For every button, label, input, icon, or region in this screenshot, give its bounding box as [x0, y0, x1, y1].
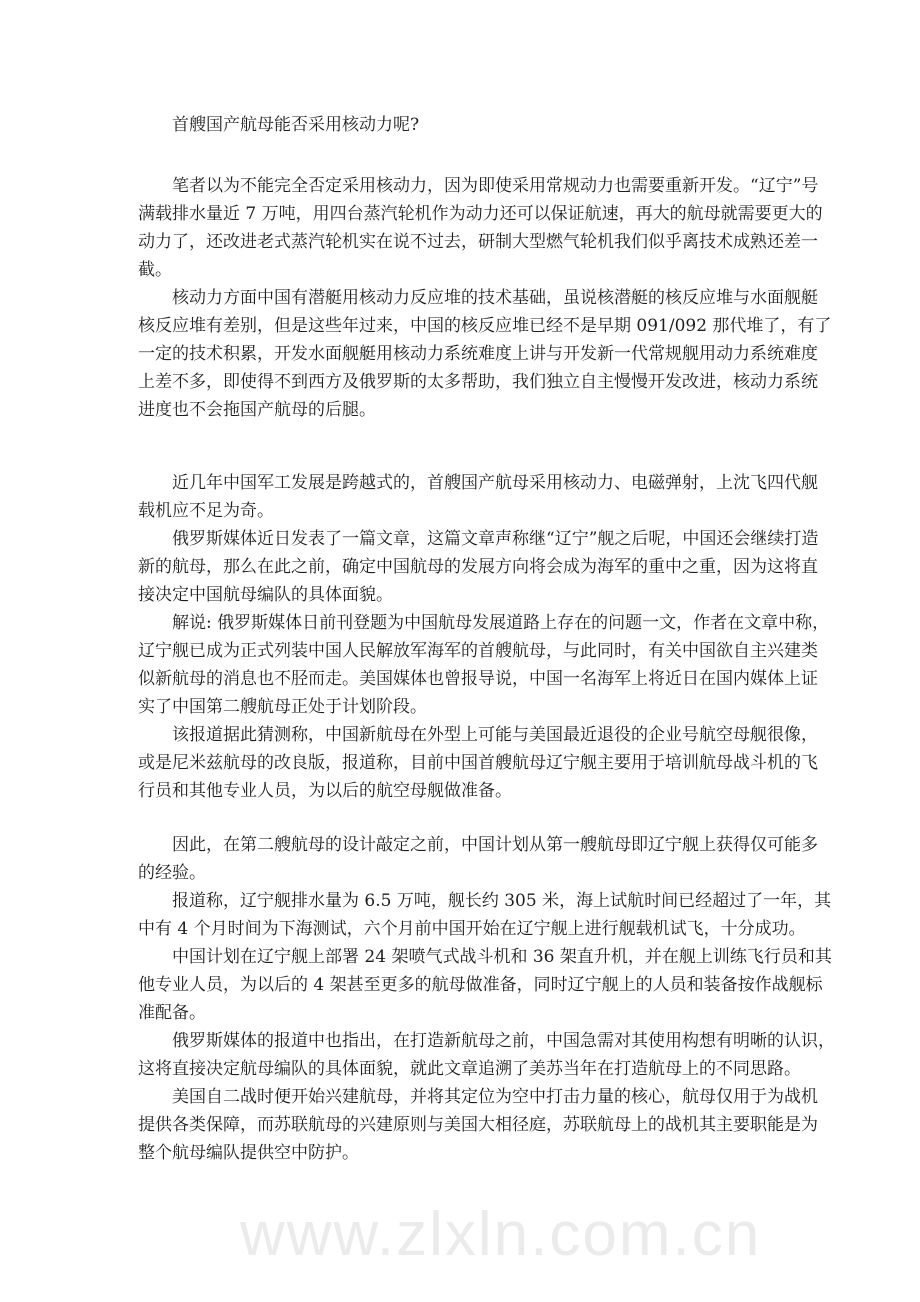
paragraph-line: 行员和其他专业人员，为以后的航空母舰做准备。 [138, 781, 512, 801]
paragraph-line: 载机应不足为奇。 [138, 501, 274, 521]
paragraph [138, 284, 832, 424]
paragraph-line: 上差不多，即使得不到西方及俄罗斯的太多帮助，我们独立自主慢慢开发改进，核动力系统 [138, 372, 818, 392]
paragraph-line: 因此，在第二艘航母的设计敲定之前，中国计划从第一艘航母即辽宁舰上获得仅可能多 [172, 835, 818, 855]
paragraph [138, 469, 818, 525]
paragraph-line: 进度也不会拖国产航母的后腿。 [138, 400, 376, 420]
paragraph [138, 172, 823, 284]
paragraph-line: 一定的技术积累，开发水面舰艇用核动力系统难度上讲与开发新一代常规舰用动力系统难度 [138, 344, 818, 364]
paragraph [138, 831, 818, 887]
paragraph-line: 俄罗斯媒体近日发表了一篇文章，这篇文章声称继“辽宁”舰之后呢，中国还会继续打造 [172, 529, 819, 549]
paragraph-line: 实了中国第二艘航母正处于计划阶段。 [138, 697, 427, 717]
paragraph-line: 美国自二战时便开始兴建航母，并将其定位为空中打击力量的核心，航母仅用于为战机 [172, 1087, 818, 1107]
paragraph [138, 1083, 818, 1167]
paragraph-line: 核动力方面中国有潜艇用核动力反应堆的技术基础，虽说核潜艇的核反应堆与水面舰艇 [172, 288, 818, 308]
paragraph-line: 提供各类保障，而苏联航母的兴建原则与美国大相径庭，苏联航母上的战机其主要职能是为 [138, 1115, 818, 1135]
paragraph-line: 中国计划在辽宁舰上部署 24 架喷气式战斗机和 36 架直升机，并在舰上训练飞行员和其 [172, 947, 832, 967]
paragraph-line: 解说: 俄罗斯媒体日前刊登题为中国航母发展道路上存在的问题一文，作者在文章中称， [172, 613, 830, 633]
watermark: www.zlxln.com.cn [240, 1200, 762, 1269]
paragraph-line: 似新航母的消息也不胫而走。美国媒体也曾报导说，中国一名海军上将近日在国内媒体上证 [138, 669, 818, 689]
document-title: 首艘国产航母能否采用核动力呢? [172, 115, 420, 135]
paragraph-line: 他专业人员，为以后的 4 架甚至更多的航母做准备，同时辽宁舰上的人员和装备按作战舰标 [138, 975, 823, 995]
paragraph-line: 满载排水量近 7 万吨，用四台蒸汽轮机作为动力还可以保证航速，再大的航母就需要更大的 [138, 204, 823, 224]
paragraph [138, 525, 819, 609]
section-1 [138, 172, 832, 424]
paragraph-line: 笔者以为不能完全否定采用核动力，因为即使采用常规动力也需要重新开发。“辽宁”号 [172, 176, 819, 196]
paragraph-line: 动力了，还改进老式蒸汽轮机实在说不过去，研制大型燃气轮机我们似乎离技术成熟还差一 [138, 232, 818, 252]
section-3 [138, 831, 835, 1167]
paragraph-line: 核反应堆有差别，但是这些年过来，中国的核反应堆已经不是早期 091/092 那代堆了，有了 [138, 316, 832, 336]
paragraph-line: 辽宁舰已成为正式列装中国人民解放军海军的首艘航母，与此同时，有关中国欲自主兴建类 [138, 641, 818, 661]
paragraph-line: 报道称，辽宁舰排水量为 6.5 万吨，舰长约 305 米，海上试航时间已经超过了一年，其 [172, 891, 832, 911]
paragraph [138, 1027, 835, 1083]
paragraph-line: 接决定中国航母编队的具体面貌。 [138, 585, 393, 605]
paragraph-line: 的经验。 [138, 863, 206, 883]
paragraph-line: 新的航母，那么在此之前，确定中国航母的发展方向将会成为海军的重中之重，因为这将直 [138, 557, 818, 577]
paragraph-line: 准配备。 [138, 1003, 206, 1023]
paragraph [138, 609, 830, 721]
paragraph [138, 721, 818, 805]
section-2 [138, 469, 830, 805]
paragraph-line: 近几年中国军工发展是跨越式的，首艘国产航母采用核动力、电磁弹射，上沈飞四代舰 [172, 473, 818, 493]
paragraph-line: 这将直接决定航母编队的具体面貌，就此文章追溯了美苏当年在打造航母上的不同思路。 [138, 1059, 801, 1079]
paragraph-line: 俄罗斯媒体的报道中也指出，在打造新航母之前，中国急需对其使用构想有明晰的认识， [172, 1031, 835, 1051]
paragraph-line: 该报道据此猜测称，中国新航母在外型上可能与美国最近退役的企业号航空母舰很像， [172, 725, 818, 745]
paragraph-line: 中有 4 个月时间为下海测试，六个月前中国开始在辽宁舰上进行舰载机试飞，十分成功。 [138, 919, 806, 939]
paragraph-line: 整个航母编队提供空中防护。 [138, 1143, 359, 1163]
paragraph-line: 截。 [138, 260, 172, 280]
paragraph [138, 943, 832, 1027]
paragraph-line: 或是尼米兹航母的改良版，报道称，目前中国首艘航母辽宁舰主要用于培训航母战斗机的飞 [138, 753, 818, 773]
paragraph [138, 887, 832, 943]
